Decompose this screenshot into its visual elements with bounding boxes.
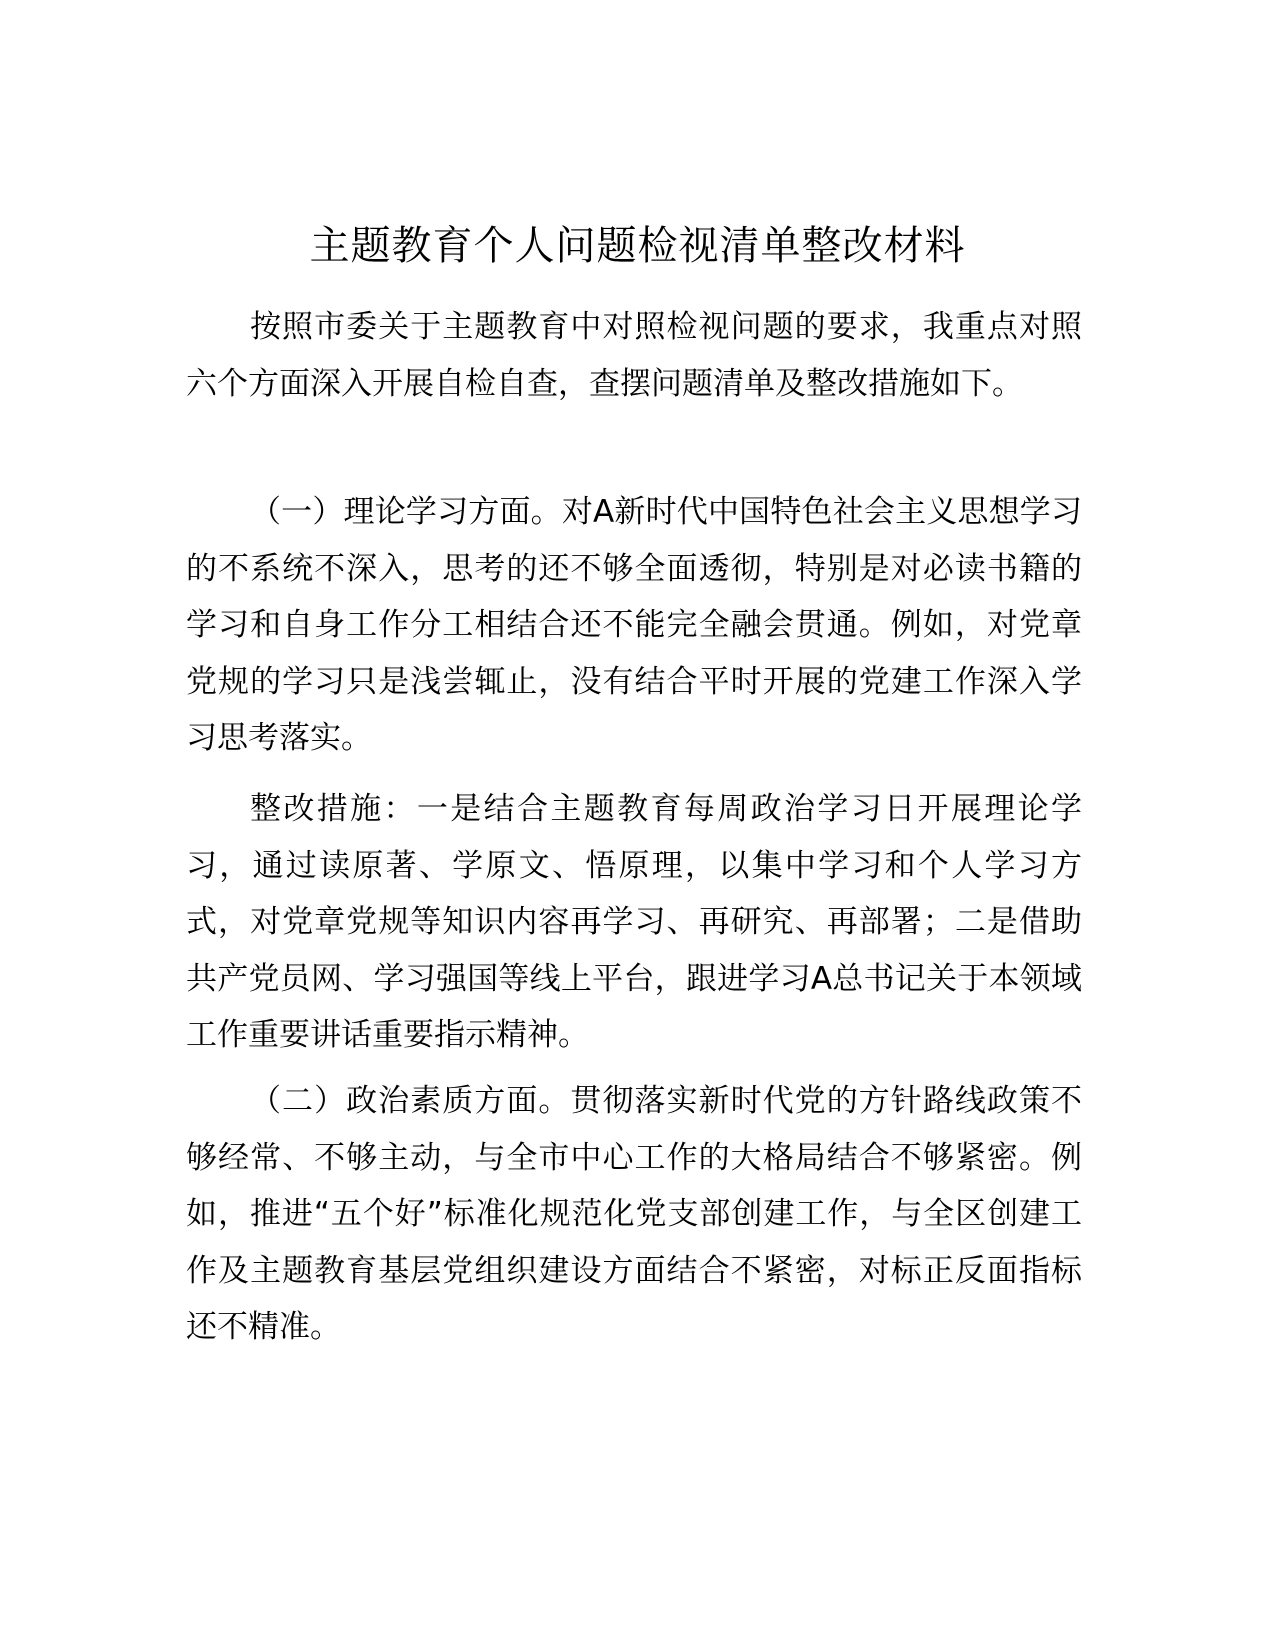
section-theory-study-paragraph: （一）理论学习方面。对A新时代中国特色社会主义思想学习的不系统不深入，思考的还不够全面透彻，特别是对必读书籍的学习和自身工作分工相结合还不能完全融会贯通。例如，对党章党规的学习只是浅尝辄止，没有结合平时开展的党建工作深入学习思考落实。: [186, 494, 1082, 756]
document-title: 主题教育个人问题检视清单整改材料: [309, 223, 966, 269]
rectification-measures-paragraph: 整改措施：一是结合主题教育每周政治学习日开展理论学习，通过读原著、学原文、悟原理，以集中学习和个人学习方式，对党章党规等知识内容再学习、再研究、再部署；二是借助共产党员网、学习强国等线上平台，跟进学习A总书记关于本领域工作重要讲话重要指示精神。: [186, 791, 1082, 1053]
section-political-quality-paragraph: （二）政治素质方面。贯彻落实新时代党的方针路线政策不够经常、不够主动，与全市中心工作的大格局结合不够紧密。例如，推进“五个好”标准化规范化党支部创建工作，与全区创建工作及主题教育基层党组织建设方面结合不紧密，对标正反面指标还不精准。: [186, 1083, 1082, 1345]
intro-paragraph: 按照市委关于主题教育中对照检视问题的要求，我重点对照六个方面深入开展自检自查，查摆问题清单及整改措施如下。: [186, 309, 1082, 402]
